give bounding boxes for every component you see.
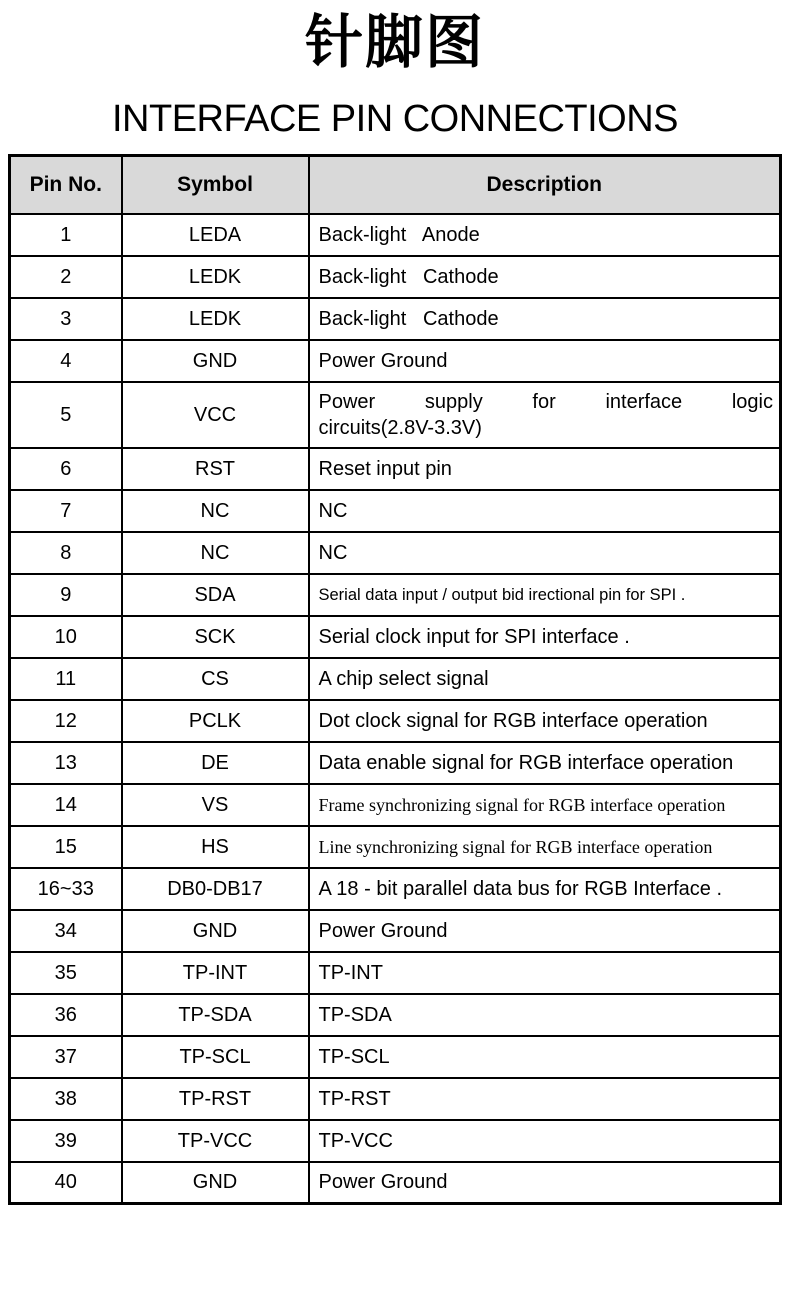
symbol-cell: TP-SDA	[122, 994, 309, 1036]
description-cell: TP-SCL	[309, 1036, 781, 1078]
pin-number-cell: 6	[10, 448, 122, 490]
pin-number-cell: 14	[10, 784, 122, 826]
table-row	[10, 742, 781, 784]
symbol-cell: TP-INT	[122, 952, 309, 994]
description-cell: A 18 - bit parallel data bus for RGB Interface .	[309, 868, 781, 910]
table-row	[10, 490, 781, 532]
description-cell: TP-RST	[309, 1078, 781, 1120]
description-cell: Serial clock input for SPI interface .	[309, 616, 781, 658]
description-cell: Frame synchronizing signal for RGB interface operation	[309, 784, 781, 826]
table-row	[10, 700, 781, 742]
description-cell: Line synchronizing signal for RGB interface operation	[309, 826, 781, 868]
table-row	[10, 256, 781, 298]
symbol-cell: VCC	[122, 382, 309, 448]
table-header-row	[10, 156, 781, 214]
header-cell-symbol: Symbol	[122, 156, 309, 214]
description-cell	[309, 382, 781, 448]
pin-number-cell: 39	[10, 1120, 122, 1162]
page-title-chinese: 针脚图	[304, 10, 485, 75]
table-row	[10, 574, 781, 616]
table-row	[10, 1078, 781, 1120]
pin-number-cell: 12	[10, 700, 122, 742]
pin-number-cell: 8	[10, 532, 122, 574]
table-row	[10, 910, 781, 952]
table-row	[10, 616, 781, 658]
description-cell: Power Ground	[309, 910, 781, 952]
table-row	[10, 382, 781, 448]
table-row	[10, 868, 781, 910]
pin-number-cell: 2	[10, 256, 122, 298]
pin-number-cell: 1	[10, 214, 122, 256]
description-cell: Power Ground	[309, 1162, 781, 1204]
table-row	[10, 1162, 781, 1204]
pin-table-body	[10, 214, 781, 1204]
description-cell: Dot clock signal for RGB interface operation	[309, 700, 781, 742]
table-row	[10, 448, 781, 490]
symbol-cell: LEDA	[122, 214, 309, 256]
description-cell: TP-SDA	[309, 994, 781, 1036]
header-cell-description: Description	[309, 156, 781, 214]
description-cell: A chip select signal	[309, 658, 781, 700]
description-cell: Data enable signal for RGB interface operation	[309, 742, 781, 784]
description-line: Power supply for interface logic	[318, 390, 773, 413]
symbol-cell: LEDK	[122, 298, 309, 340]
pin-number-cell: 36	[10, 994, 122, 1036]
table-row	[10, 994, 781, 1036]
symbol-cell: GND	[122, 340, 309, 382]
table-row	[10, 784, 781, 826]
table-row	[10, 298, 781, 340]
description-cell: Reset input pin	[309, 448, 781, 490]
symbol-cell: DB0-DB17	[122, 868, 309, 910]
pin-number-cell: 35	[10, 952, 122, 994]
pin-number-cell: 5	[10, 382, 122, 448]
symbol-cell: CS	[122, 658, 309, 700]
table-row	[10, 532, 781, 574]
table-row	[10, 340, 781, 382]
description-cell: Back-light Anode	[309, 214, 781, 256]
pin-number-cell: 10	[10, 616, 122, 658]
pin-number-cell: 16~33	[10, 868, 122, 910]
table-row	[10, 826, 781, 868]
description-cell: NC	[309, 490, 781, 532]
pin-number-cell: 9	[10, 574, 122, 616]
symbol-cell: RST	[122, 448, 309, 490]
pin-number-cell: 34	[10, 910, 122, 952]
description-cell: Serial data input / output bid irectional pin for SPI .	[309, 574, 781, 616]
pin-number-cell: 38	[10, 1078, 122, 1120]
description-cell: Power Ground	[309, 340, 781, 382]
symbol-cell: SDA	[122, 574, 309, 616]
description-cell: TP-VCC	[309, 1120, 781, 1162]
symbol-cell: GND	[122, 910, 309, 952]
header-cell-pin-no: Pin No.	[10, 156, 122, 214]
symbol-cell: TP-RST	[122, 1078, 309, 1120]
description-cell: NC	[309, 532, 781, 574]
table-row	[10, 952, 781, 994]
symbol-cell: TP-VCC	[122, 1120, 309, 1162]
symbol-cell: LEDK	[122, 256, 309, 298]
pin-number-cell: 7	[10, 490, 122, 532]
symbol-cell: SCK	[122, 616, 309, 658]
symbol-cell: DE	[122, 742, 309, 784]
pin-number-cell: 11	[10, 658, 122, 700]
table-header	[10, 156, 781, 214]
pin-number-cell: 37	[10, 1036, 122, 1078]
description-cell: Back-light Cathode	[309, 298, 781, 340]
pin-number-cell: 3	[10, 298, 122, 340]
symbol-cell: PCLK	[122, 700, 309, 742]
symbol-cell: NC	[122, 490, 309, 532]
page-title-english: INTERFACE PIN CONNECTIONS	[112, 98, 678, 140]
table-row	[10, 214, 781, 256]
pin-connections-table	[8, 154, 782, 1205]
symbol-cell: HS	[122, 826, 309, 868]
table-row	[10, 658, 781, 700]
description-cell: TP-INT	[309, 952, 781, 994]
symbol-cell: TP-SCL	[122, 1036, 309, 1078]
table-row	[10, 1036, 781, 1078]
pin-number-cell: 40	[10, 1162, 122, 1204]
description-line: circuits(2.8V-3.3V)	[318, 416, 482, 439]
pin-number-cell: 4	[10, 340, 122, 382]
pin-number-cell: 13	[10, 742, 122, 784]
symbol-cell: GND	[122, 1162, 309, 1204]
table-row	[10, 1120, 781, 1162]
description-cell: Back-light Cathode	[309, 256, 781, 298]
symbol-cell: NC	[122, 532, 309, 574]
pin-number-cell: 15	[10, 826, 122, 868]
symbol-cell: VS	[122, 784, 309, 826]
